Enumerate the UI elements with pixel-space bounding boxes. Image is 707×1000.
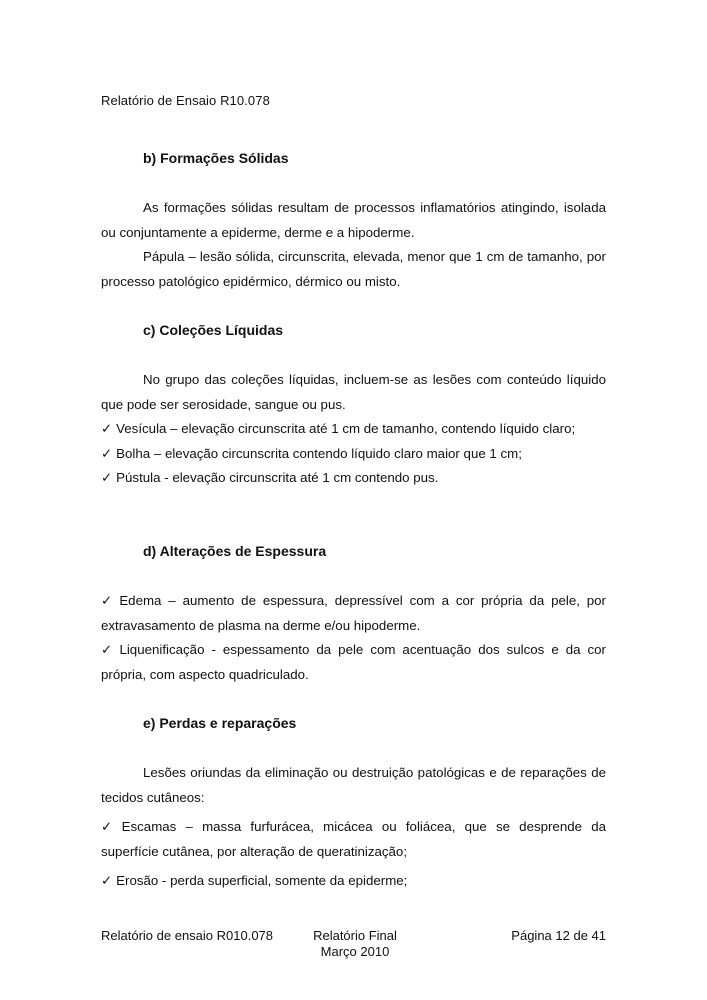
check-icon: ✓ (101, 445, 113, 461)
section-c-body (101, 368, 606, 491)
paragraph-colecoes-intro: No grupo das coleções líquidas, incluem-se as lesões com conteúdo líquido que pode ser serosidade, sangue ou pus. (101, 372, 606, 412)
footer-report-id: Relatório de ensaio R010.078 (101, 928, 274, 943)
heading-alteracoes-espessura: d) Alterações de Espessura (143, 543, 327, 559)
paragraph-formacoes-intro: As formações sólidas resultam de processos inflamatórios atingindo, isolada ou conjuntamente a epiderme, derme e a hipoderme. (101, 200, 606, 240)
running-header: Relatório de Ensaio R10.078 (101, 93, 270, 108)
footer-report-type: Relatório Final (313, 928, 397, 943)
footer-report-date: Março 2010 (320, 944, 390, 959)
paragraph-papula: Pápula – lesão sólida, circunscrita, elevada, menor que 1 cm de tamanho, por processo patológico epidérmico, dérmico ou misto. (101, 249, 606, 289)
check-icon: ✓ (101, 470, 113, 485)
check-icon: ✓ (101, 642, 116, 657)
list-item-edema: ✓ Edema – aumento de espessura, depressível com a cor própria da pele, por extravasamento de plasma na derme e/ou hipoderme. (101, 593, 606, 633)
paragraph-perdas-intro: Lesões oriundas da eliminação ou destruição patológicas e de reparações de tecidos cutâneos: (101, 765, 606, 805)
check-icon: ✓ (101, 819, 118, 834)
list-item-escamas: ✓ Escamas – massa furfurácea, micácea ou foliácea, que se desprende da superfície cutânea, por alteração de queratinização; (101, 819, 606, 859)
section-b-body (101, 196, 606, 294)
footer-report-status (312, 928, 398, 960)
heading-perdas-reparacoes: e) Perdas e reparações (143, 715, 297, 731)
check-icon: ✓ (101, 873, 113, 888)
check-icon: ✓ (101, 421, 113, 436)
list-item-liquenificacao: ✓ Liquenificação - espessamento da pele com acentuação dos sulcos e da cor própria, com aspecto quadriculado. (101, 642, 606, 682)
section-e-body (101, 761, 606, 894)
list-item-bolha: ✓ Bolha – elevação circunscrita contendo líquido claro maior que 1 cm; (101, 445, 522, 461)
footer-page-number: Página 12 de 41 (511, 928, 606, 943)
heading-colecoes-liquidas: c) Coleções Líquidas (143, 322, 284, 338)
list-item-vesicula: ✓ Vesícula – elevação circunscrita até 1 cm de tamanho, contendo líquido claro; (101, 421, 576, 436)
check-icon: ✓ (101, 593, 116, 608)
list-item-erosao: ✓ Erosão - perda superficial, somente da epiderme; (101, 873, 408, 888)
section-d-body (101, 589, 606, 687)
list-item-pustula: ✓ Pústula - elevação circunscrita até 1 cm contendo pus. (101, 470, 439, 485)
heading-formacoes-solidas: b) Formações Sólidas (143, 150, 289, 166)
